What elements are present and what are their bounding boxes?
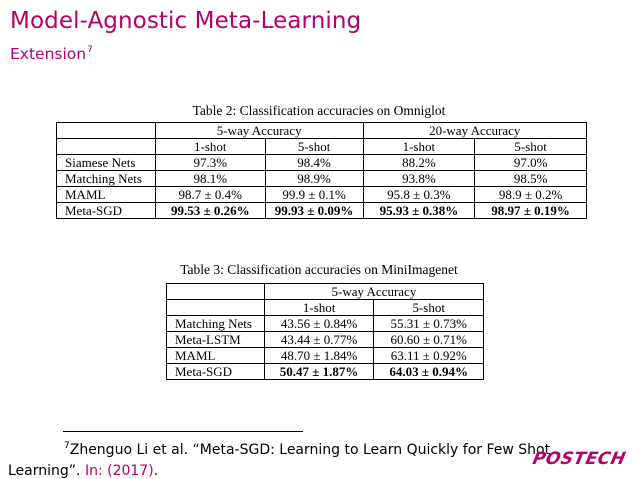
row-label: Meta-SGD bbox=[167, 364, 265, 380]
column-header: 5-shot bbox=[265, 139, 363, 155]
table-cell: 43.44 ± 0.77% bbox=[264, 332, 374, 348]
footnote-reference[interactable]: 7 bbox=[87, 45, 93, 55]
table-cell: 48.70 ± 1.84% bbox=[264, 348, 374, 364]
slide-subtitle bbox=[10, 45, 93, 63]
table1-caption: Table 2: Classification accuracies on Omniglot bbox=[192, 103, 446, 118]
table-cell: 97.3% bbox=[155, 155, 265, 171]
table-row bbox=[167, 316, 484, 332]
table-cell: 60.60 ± 0.71% bbox=[374, 332, 484, 348]
table-row bbox=[57, 187, 587, 203]
table-cell-best: 95.93 ± 0.38% bbox=[363, 203, 475, 219]
table-row bbox=[57, 171, 587, 187]
column-header: 5-shot bbox=[475, 139, 587, 155]
table-cell: 98.9 ± 0.2% bbox=[475, 187, 587, 203]
table-row bbox=[57, 155, 587, 171]
table-corner-cell bbox=[57, 139, 156, 155]
row-label: Meta-SGD bbox=[57, 203, 156, 219]
row-label: Siamese Nets bbox=[57, 155, 156, 171]
footnote-mark: 7 bbox=[64, 441, 70, 451]
postech-logo: POSTECH bbox=[531, 449, 629, 469]
table-cell: 95.8 ± 0.3% bbox=[363, 187, 475, 203]
footnote-year-link[interactable]: (2017) bbox=[107, 463, 154, 479]
footnote-text-line2: Learning”. bbox=[8, 463, 81, 479]
table-cell: 63.11 ± 0.92% bbox=[374, 348, 484, 364]
table2-caption: Table 3: Classification accuracies on MiniImagenet bbox=[180, 262, 458, 277]
column-header: 1-shot bbox=[264, 300, 374, 316]
table-corner-cell bbox=[167, 300, 265, 316]
row-label: Matching Nets bbox=[57, 171, 156, 187]
omniglot-table bbox=[56, 122, 587, 219]
table-cell: 97.0% bbox=[475, 155, 587, 171]
footnote-text-line1: Zhenguo Li et al. “Meta-SGD: Learning to Learn Quickly for Few Shot bbox=[69, 442, 551, 458]
column-group-header: 5-way Accuracy bbox=[155, 123, 363, 139]
row-label: MAML bbox=[167, 348, 265, 364]
column-group-header: 20-way Accuracy bbox=[363, 123, 586, 139]
table-row-highlight bbox=[57, 203, 587, 219]
column-header: 1-shot bbox=[363, 139, 475, 155]
table-cell: 93.8% bbox=[363, 171, 475, 187]
table-cell-best: 98.97 ± 0.19% bbox=[475, 203, 587, 219]
table-cell: 98.1% bbox=[155, 171, 265, 187]
subtitle-text: Extension bbox=[10, 45, 87, 63]
table-subheader-row bbox=[167, 300, 484, 316]
table-cell: 88.2% bbox=[363, 155, 475, 171]
table-cell: 55.31 ± 0.73% bbox=[374, 316, 484, 332]
table-header-row bbox=[57, 123, 587, 139]
column-header: 1-shot bbox=[155, 139, 265, 155]
table-subheader-row bbox=[57, 139, 587, 155]
table-cell: 98.4% bbox=[265, 155, 363, 171]
table-corner-cell bbox=[57, 123, 156, 139]
row-label: Meta-LSTM bbox=[167, 332, 265, 348]
miniimagenet-table bbox=[166, 283, 484, 380]
footnote-end: . bbox=[153, 463, 159, 479]
table-cell: 43.56 ± 0.84% bbox=[264, 316, 374, 332]
table-cell-best: 99.53 ± 0.26% bbox=[155, 203, 265, 219]
table-row-highlight bbox=[167, 364, 484, 380]
table-cell-best: 50.47 ± 1.87% bbox=[264, 364, 374, 380]
footnote-divider bbox=[63, 431, 303, 432]
table-cell-best: 99.93 ± 0.09% bbox=[265, 203, 363, 219]
footnote-in-label: In: bbox=[84, 463, 103, 479]
table-header-row bbox=[167, 284, 484, 300]
slide-title: Model-Agnostic Meta-Learning bbox=[10, 8, 362, 34]
table-cell: 98.9% bbox=[265, 171, 363, 187]
column-group-header: 5-way Accuracy bbox=[264, 284, 483, 300]
table-row bbox=[167, 348, 484, 364]
table-corner-cell bbox=[167, 284, 265, 300]
row-label: MAML bbox=[57, 187, 156, 203]
column-header: 5-shot bbox=[374, 300, 484, 316]
footnote bbox=[8, 436, 568, 479]
table-row bbox=[167, 332, 484, 348]
table-cell: 98.7 ± 0.4% bbox=[155, 187, 265, 203]
table-cell-best: 64.03 ± 0.94% bbox=[374, 364, 484, 380]
table-cell: 99.9 ± 0.1% bbox=[265, 187, 363, 203]
row-label: Matching Nets bbox=[167, 316, 265, 332]
table-cell: 98.5% bbox=[475, 171, 587, 187]
